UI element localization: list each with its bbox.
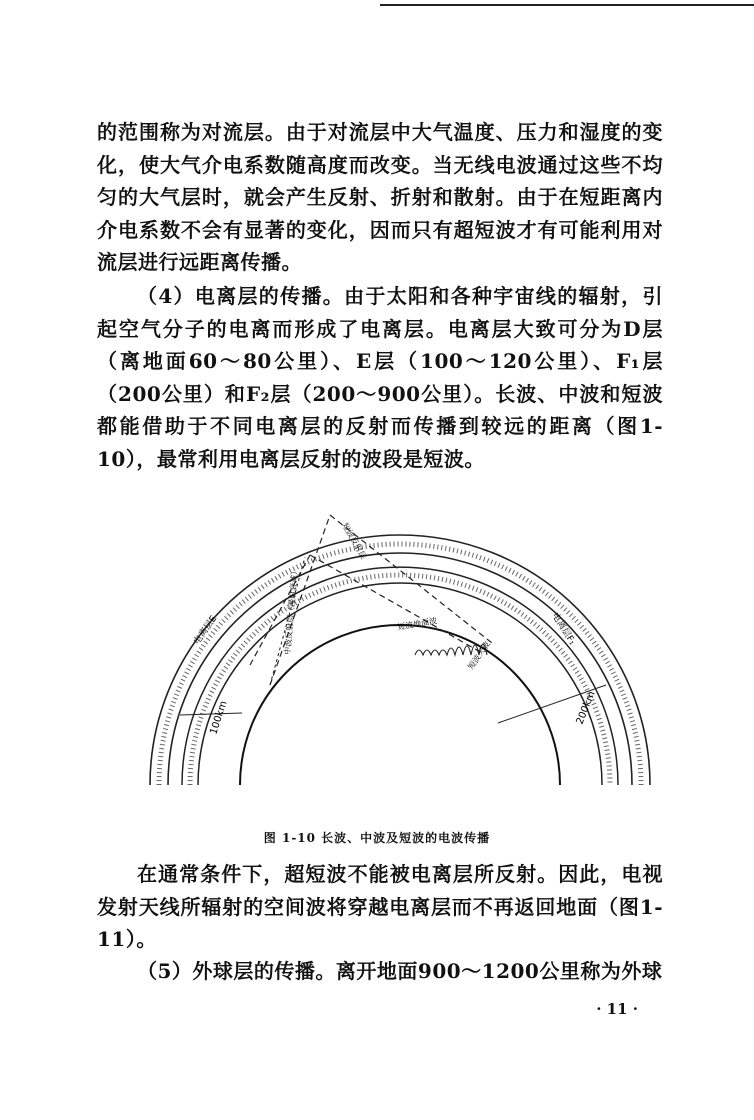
label-sw-ground: 短波地面波: [396, 616, 438, 632]
figure-caption: 图 1-10 长波、中波及短波的电波传播: [263, 831, 491, 845]
paragraph-troposphere: 的范围称为对流层。由于对流层中大气温度、压力和湿度的变化，使大气介电系数随高度而改变。当无线电波通过这些不均匀的大气层时，就会产生反射、折射和散射。由于在短距离内介电系数不会有显著的变化，因而只有超短波才有可能利用对流层进行远距离传播。: [97, 120, 663, 274]
label-mw-reflect: 中波反射层（漫射衰减）: [283, 566, 300, 656]
top-rule: [380, 4, 754, 6]
paragraph-ultrashort: 在通常条件下，超短波不能被电离层所反射。因此，电视发射天线所辐射的空间波将穿越电离层而不再返回地面（图1-11）。: [97, 862, 663, 951]
label-layer-e: 电离层E: [192, 614, 220, 647]
label-layer-f: 电离层F₁: [549, 611, 577, 647]
label-sw-sky: 短波天波: [466, 639, 492, 672]
label-100km: 100km: [208, 699, 230, 736]
paragraph-exosphere: （5）外球层的传播。离开地面900～1200公里称为外球: [137, 959, 663, 983]
paragraph-ionosphere: （4）电离层的传播。由于太阳和各种宇宙线的辐射，引起空气分子的电离而形成了电离层。电离层大致可分为D层（离地面60～80公里）、E层（100～120公里）、F₁层（200公里）和F₂层（200～900公里）。长波、中波和短波都能借助于不同电离层的反射而传播到较远的距离（图1-10），最常利用电离层反射的波段是短波。: [97, 284, 663, 471]
label-200km: 200km: [574, 689, 598, 727]
page-number: · 11 ·: [596, 1000, 638, 1018]
figure-wave-propagation: [120, 495, 660, 805]
label-sw-reflect: 短波反射层: [340, 521, 369, 561]
